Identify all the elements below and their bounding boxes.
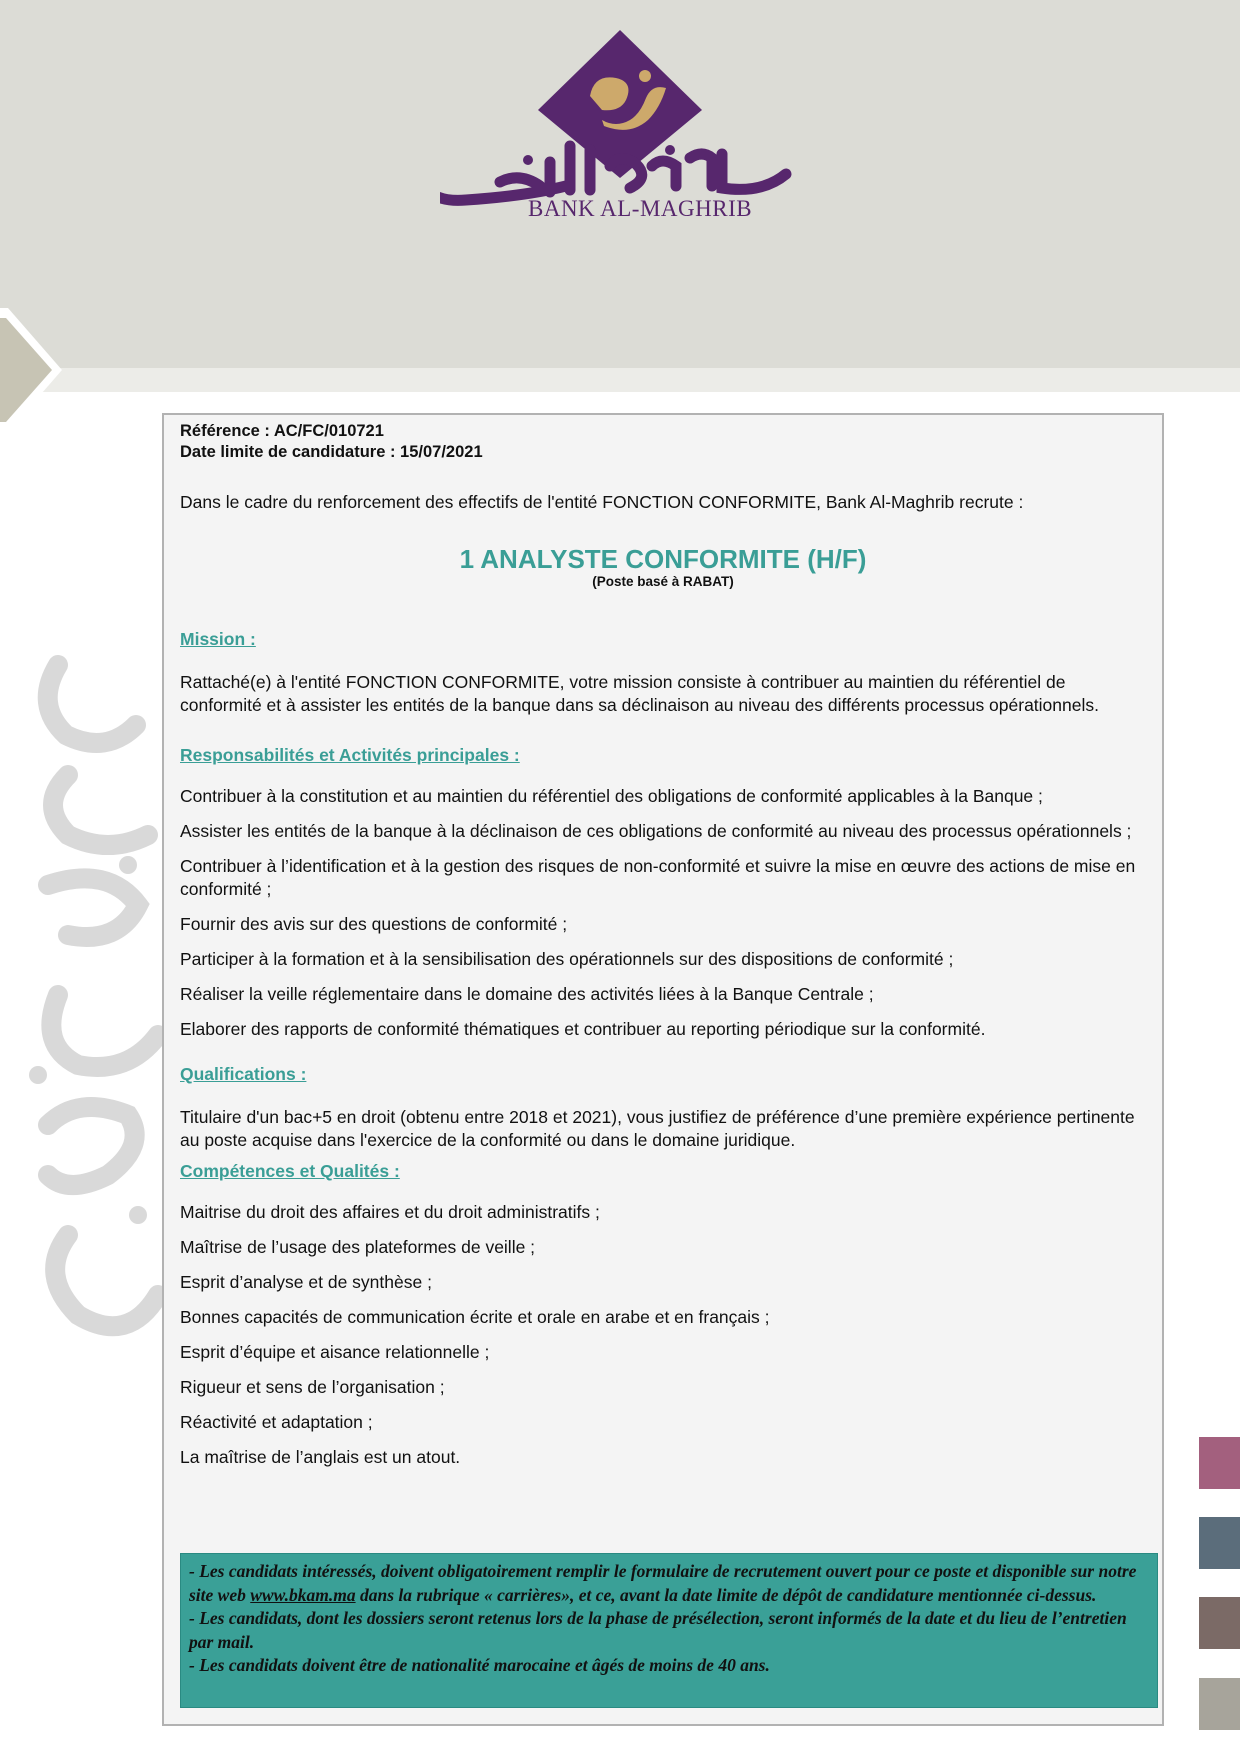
responsibilities-list bbox=[180, 785, 1146, 1041]
color-swatch-grey bbox=[1199, 1678, 1240, 1730]
list-item: Assister les entités de la banque à la déclinaison de ces obligations de conformité au niveau des processus opérationnels ; bbox=[180, 821, 1132, 841]
list-item: Participer à la formation et à la sensibilisation des opérationnels sur des dispositions de conformité ; bbox=[180, 949, 954, 969]
list-item: Elaborer des rapports de conformité thématiques et contribuer au reporting périodique sur la conformité. bbox=[180, 1019, 986, 1039]
competences-list bbox=[180, 1201, 1146, 1469]
list-item: Bonnes capacités de communication écrite et orale en arabe et en français ; bbox=[180, 1307, 770, 1327]
competences-heading: Compétences et Qualités : bbox=[180, 1161, 400, 1181]
list-item: Fournir des avis sur des questions de conformité ; bbox=[180, 914, 568, 934]
qualifications-text: Titulaire d'un bac+5 en droit (obtenu entre 2018 et 2021), vous justifiez de préférence d’une première expérience pertinente au poste acquise dans l'exercice de la conformité ou dans le domaine juridique. bbox=[180, 1107, 1135, 1150]
header-strip bbox=[0, 368, 1240, 392]
list-item: Réactivité et adaptation ; bbox=[180, 1412, 373, 1432]
notice-line-2: - Les candidats, dont les dossiers seront retenus lors de la phase de présélection, seront informés de la date et du lieu de l’entretien par mail. bbox=[189, 1608, 1127, 1652]
list-item: Contribuer à la constitution et au maintien du référentiel des obligations de conformité applicables à la Banque ; bbox=[180, 786, 1043, 806]
notice-line-3: - Les candidats doivent être de nationalité marocaine et âgés de moins de 40 ans. bbox=[189, 1655, 770, 1675]
list-item: La maîtrise de l’anglais est un atout. bbox=[180, 1447, 461, 1467]
chevron-decoration-icon bbox=[0, 300, 70, 440]
notice-text: - Les candidats intéressés, doivent obligatoirement remplir le formulaire de recrutement ouvert pour ce poste et disponible sur notre site web bbox=[189, 1561, 1137, 1605]
job-title: 1 ANALYSTE CONFORMITE (H/F) bbox=[459, 544, 867, 574]
notice-text: dans la rubrique « carrières», et ce, avant la date limite de dépôt de candidature mentionnée ci-dessus. bbox=[355, 1584, 1097, 1605]
notice-line-1 bbox=[189, 1560, 1149, 1607]
intro-text: Dans le cadre du renforcement des effectifs de l'entité FONCTION CONFORMITE, Bank Al-Maghrib recrute : bbox=[180, 492, 1024, 512]
qualifications-heading: Qualifications : bbox=[180, 1064, 307, 1084]
list-item: Contribuer à l’identification et à la gestion des risques de non-conformité et suivre la mise en œuvre des actions de mise en conformité ; bbox=[180, 856, 1136, 899]
job-location: (Poste basé à RABAT) bbox=[592, 574, 734, 589]
reference: Référence : AC/FC/010721 bbox=[180, 422, 384, 440]
list-item: Réaliser la veille réglementaire dans le domaine des activités liées à la Banque Centrale ; bbox=[180, 984, 874, 1004]
color-swatch-slate bbox=[1199, 1517, 1240, 1569]
website-link[interactable]: www.bkam.ma bbox=[250, 1584, 356, 1605]
job-posting-panel bbox=[162, 413, 1164, 1726]
color-swatch-rose bbox=[1199, 1437, 1240, 1489]
deadline: Date limite de candidature : 15/07/2021 bbox=[180, 443, 483, 461]
list-item: Maîtrise de l’usage des plateformes de veille ; bbox=[180, 1237, 536, 1257]
bank-name-latin: BANK AL-MAGHRIB bbox=[528, 196, 753, 221]
list-item: Esprit d’équipe et aisance relationnelle ; bbox=[180, 1342, 490, 1362]
application-notice bbox=[180, 1553, 1158, 1708]
list-item: Rigueur et sens de l’organisation ; bbox=[180, 1377, 445, 1397]
mission-text: Rattaché(e) à l'entité FONCTION CONFORMITE, votre mission consiste à contribuer au maintien du référentiel de conformité et à assister les entités de la banque dans sa déclinaison au niveau des différents processus opérationnels. bbox=[180, 672, 1099, 715]
responsibilities-heading: Responsabilités et Activités principales : bbox=[180, 745, 520, 765]
arabic-calligraphy-watermark-icon bbox=[18, 655, 168, 1375]
color-swatch-taupe bbox=[1199, 1597, 1240, 1649]
mission-heading: Mission : bbox=[180, 629, 256, 649]
list-item: Esprit d’analyse et de synthèse ; bbox=[180, 1272, 432, 1292]
list-item: Maitrise du droit des affaires et du droit administratifs ; bbox=[180, 1202, 600, 1222]
